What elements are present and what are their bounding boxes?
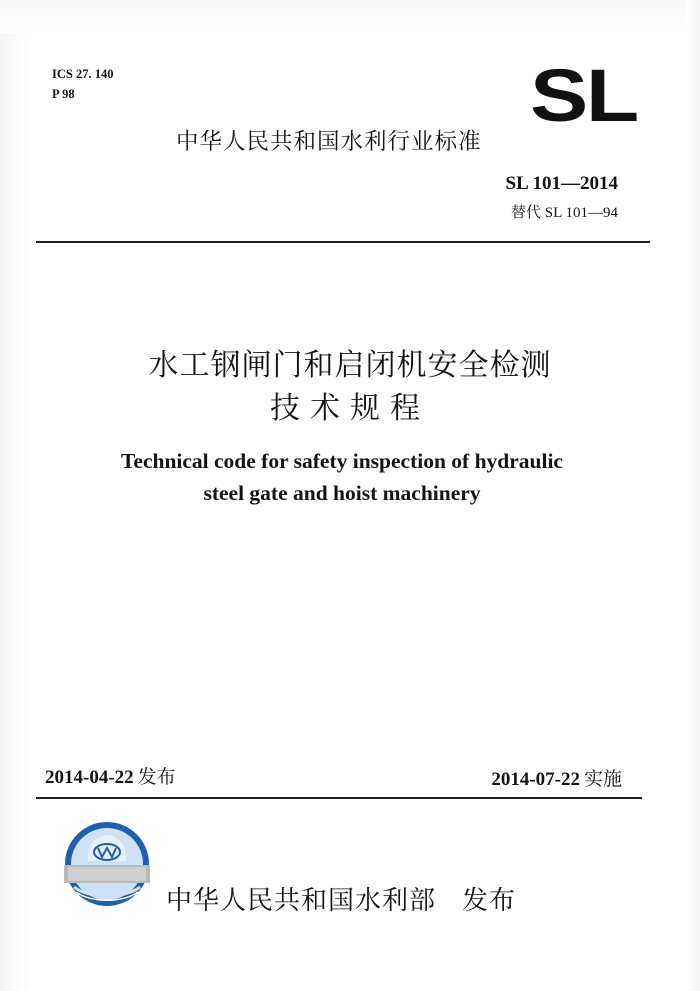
issue-word: 发布 (137, 766, 176, 788)
header-divider (36, 241, 650, 243)
publisher-line (166, 880, 516, 917)
classification-codes (52, 64, 113, 104)
ics-code: ICS 27. 140 (52, 67, 114, 81)
standard-type: 中华人民共和国水利行业标准 (176, 129, 482, 155)
implement-word: 实施 (583, 768, 622, 790)
publisher-name: 中华人民共和国水利部 (166, 886, 437, 916)
anti-counterfeit-seal-icon (64, 821, 150, 907)
sl-logo: SL (530, 54, 637, 137)
implement-date-block (491, 764, 622, 791)
publish-word: 发布 (462, 886, 517, 916)
title-cn-line-1: 水工钢闸门和启闭机安全检测 (148, 348, 552, 383)
scan-edge-top (0, 0, 700, 33)
issue-date-block (45, 762, 176, 789)
title-en-line-2: steel gate and hoist machinery (203, 481, 481, 505)
scan-edge-right (686, 0, 700, 991)
title-en-line-1: Technical code for safety inspection of hydraulic (121, 449, 563, 473)
ccs-code: P 98 (52, 87, 75, 101)
implement-date: 2014-07-22 (491, 769, 580, 790)
standard-code: SL 101—2014 (505, 173, 618, 194)
replaces-note: 替代 SL 101—94 (511, 205, 618, 221)
footer-divider (36, 797, 642, 799)
title-cn-line-2: 技术规程 (270, 391, 430, 426)
issue-date: 2014-04-22 (45, 767, 134, 788)
